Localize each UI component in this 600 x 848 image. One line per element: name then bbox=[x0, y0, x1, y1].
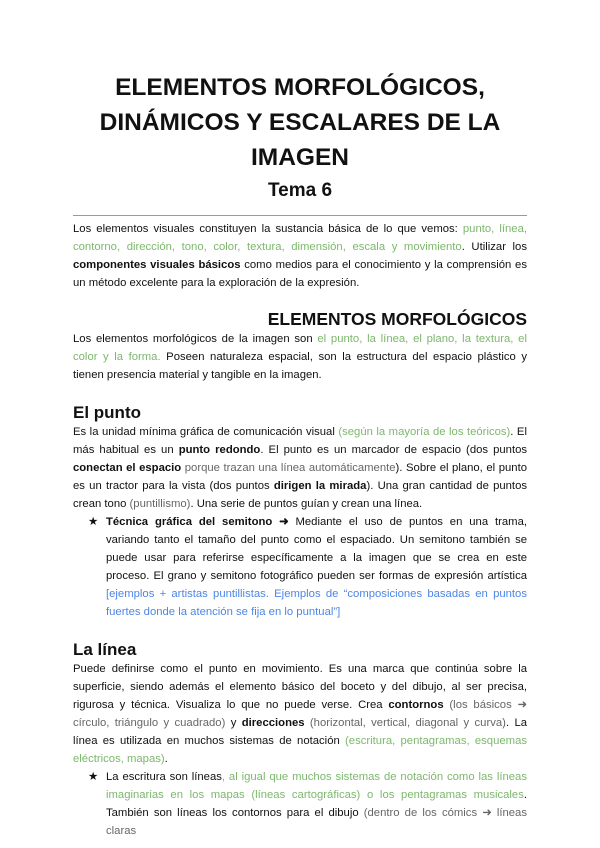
text-span: . Utilizar los bbox=[461, 241, 527, 253]
bold-text: direcciones bbox=[241, 717, 305, 729]
aside-text: (los básicos ➜ círculo, triángulo y cuadrado) bbox=[73, 699, 528, 729]
highlight-text: (escritura, pentagramas, esquemas eléctricos, mapas) bbox=[73, 735, 527, 765]
text-span: . La línea es utilizada en muchos sistemas de notación bbox=[73, 717, 528, 747]
section-intro-paragraph bbox=[73, 330, 527, 384]
text-span: como medios para el conocimiento y la comprensión es un método excelente para la exploración de la expresión. bbox=[73, 259, 527, 289]
highlight-text: punto, línea, contorno, dirección, tono, color, textura, dimensión, escala y movimiento bbox=[73, 223, 527, 253]
text-span: Puede definirse como el punto en movimiento. Es una marca que continúa sobre la superficie, siendo además el elemento básico del boceto y del dibujo, al ser precisa, rigurosa y técnica. Visualiza lo que no puede verse. Crea bbox=[73, 663, 527, 711]
linea-bullet-text bbox=[106, 768, 527, 840]
bold-text: punto redondo bbox=[178, 444, 261, 456]
aside-text: (puntillismo) bbox=[129, 498, 191, 510]
text-span: La escritura son líneas bbox=[106, 771, 222, 783]
text-span: Es la unidad mínima gráfica de comunicación visual bbox=[73, 426, 339, 438]
aside-text: (dentro de los cómics ➜ líneas claras bbox=[106, 807, 527, 837]
bold-text: dirigen la mirada bbox=[273, 480, 367, 492]
bold-text: Técnica gráfica del semitono ➜ bbox=[106, 516, 289, 528]
aside-text: porque trazan una línea automáticamente bbox=[181, 462, 396, 474]
text-span: y bbox=[225, 717, 242, 729]
text-span: . bbox=[164, 753, 168, 765]
star-icon: ★ bbox=[88, 771, 99, 783]
text-span: . El punto es un marcador de espacio (dos puntos bbox=[260, 444, 528, 456]
document-page bbox=[73, 0, 527, 840]
heading-el-punto: El punto bbox=[73, 403, 141, 422]
text-span: . También son líneas los contornos para el dibujo bbox=[106, 789, 527, 819]
highlight-text: (según la mayoría de los teóricos) bbox=[338, 426, 511, 438]
punto-bullet bbox=[88, 513, 527, 621]
text-span: Poseen naturaleza espacial, son la estructura del espacio plástico y tienen presencia material y tangible en la imagen. bbox=[73, 351, 527, 381]
linea-bullet bbox=[88, 768, 527, 840]
star-icon: ★ bbox=[88, 516, 99, 528]
text-span: Los elementos visuales constituyen la sustancia básica de lo que vemos: bbox=[73, 223, 463, 235]
section-heading: ELEMENTOS MORFOLÓGICOS bbox=[267, 309, 527, 329]
bold-text: conectan el espacio bbox=[73, 462, 182, 474]
text-span: ). Sobre el plano, el punto es un tractor para la vista (dos puntos bbox=[73, 462, 527, 492]
text-span: Los elementos morfológicos de la imagen son bbox=[73, 333, 318, 345]
bold-text: contornos bbox=[388, 699, 444, 711]
punto-paragraph bbox=[73, 423, 527, 513]
linea-paragraph bbox=[73, 660, 527, 768]
horizontal-divider bbox=[73, 215, 527, 216]
intro-paragraph bbox=[73, 220, 527, 292]
text-span: . Una serie de puntos guían y crean una línea. bbox=[190, 498, 423, 510]
bold-text: componentes visuales básicos bbox=[73, 259, 241, 271]
text-span: Mediante el uso de puntos en una trama, variando tanto el tamaño del punto como el espaciado. Un semitono también se puede usar para referirse específicamente a la imagen que se crea en este proceso. El grano y semitono fotográfico pueden ser formas de expresión artística bbox=[106, 516, 527, 582]
punto-bullet-text bbox=[106, 513, 527, 621]
highlight-text: , al igual que muchos sistemas de notación como las líneas imaginarias en los mapas (líneas cartográficas) o los pentagramas musicales bbox=[106, 771, 527, 801]
text-span: . El más habitual es un bbox=[73, 426, 527, 456]
document-subtitle: Tema 6 bbox=[267, 180, 333, 201]
heading-la-linea: La línea bbox=[73, 640, 137, 659]
highlight-text: el punto, la línea, el plano, la textura, el color y la forma. bbox=[73, 333, 527, 363]
document-title: ELEMENTOS MORFOLÓGICOS, DINÁMICOS Y ESCALARES DE LA IMAGEN bbox=[99, 74, 501, 171]
note-text: [ejemplos + artistas puntillistas. Ejemplos de “composiciones basadas en puntos fuertes donde la atención se fija en lo puntual”] bbox=[106, 588, 527, 618]
text-span: ). Una gran cantidad de puntos crean tono bbox=[73, 480, 527, 510]
aside-text: (horizontal, vertical, diagonal y curva) bbox=[304, 717, 506, 729]
